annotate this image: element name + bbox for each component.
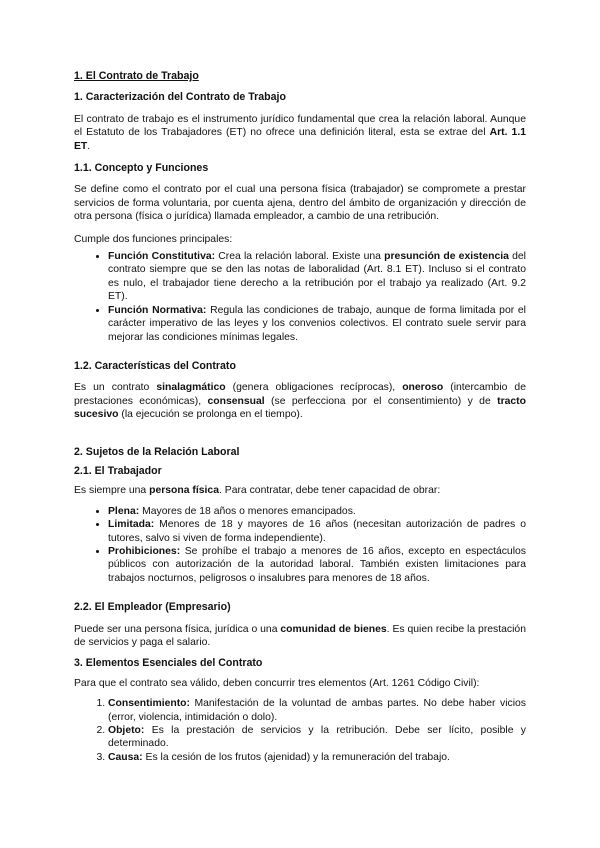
text-run: . Para contratar, debe tener capacidad de obrar: <box>218 485 441 497</box>
bold-run: Art. 1.1 ET <box>74 127 526 152</box>
text-run: del contrato siempre que se den las notas de laboralidad (Art. 8.1 ET). Incluso si el contrato es nulo, el trabajador tiene derecho a la retribución por el trabajo ya realizado (Art. 9.2 ET). <box>108 251 526 303</box>
text-run: Puede ser una persona física, jurídica o una <box>74 623 281 635</box>
text-run: Es la prestación de servicios y la retribución. Debe ser lícito, posible y determinado. <box>108 725 526 750</box>
text-run: Mayores de 18 años o menores emancipados. <box>139 505 356 517</box>
section-1-2-paragraph <box>74 381 526 421</box>
text-run: (la ejecución se prolonga en el tiempo). <box>118 409 303 421</box>
text-run: . <box>87 140 91 152</box>
list-item <box>108 250 526 304</box>
section-2-2-paragraph <box>74 623 526 650</box>
text-run: Es la cesión de los frutos (ajenidad) y la remuneración del trabajo. <box>142 751 450 763</box>
text-run: Manifestación de la voluntad de ambas partes. No debe haber vicios (error, violencia, intimidación o dolo). <box>108 698 526 723</box>
bold-run: Función Constitutiva: <box>108 251 216 263</box>
elements-list <box>74 697 526 764</box>
section-3-heading: 3. Elementos Esenciales del Contrato <box>74 657 263 670</box>
text-run: (se perfecciona por el consentimiento) y de <box>264 395 498 407</box>
text-run: . Es quien recibe la prestación de servicios y paga el salario. <box>74 623 526 648</box>
bold-run: Plena: <box>108 505 140 517</box>
bold-run: Limitada: <box>108 519 155 531</box>
text-run: Es siempre una <box>74 485 150 497</box>
capacity-list <box>74 505 526 585</box>
bold-run: Prohibiciones: <box>108 545 181 557</box>
bold-run: Causa: <box>108 751 143 763</box>
section-2-1-heading: 2.1. El Trabajador <box>74 464 162 477</box>
bold-run: oneroso <box>402 382 444 394</box>
bold-run: persona física <box>149 485 219 497</box>
list-item <box>108 724 526 751</box>
text-run: (intercambio de prestaciones económicas), <box>74 382 526 407</box>
text-run: Menores de 18 y mayores de 16 años (necesitan autorización de padres o tutores, salvo si viven de forma independiente). <box>108 519 526 544</box>
bold-run: sinalagmático <box>156 382 226 394</box>
list-item <box>108 697 526 724</box>
text-run: Es un contrato <box>74 382 157 394</box>
functions-list <box>74 250 526 344</box>
section-1-1-paragraph: Se define como el contrato por el cual una persona física (trabajador) se compromete a prestar servicios de forma voluntaria, por cuenta ajena, dentro del ámbito de organización y dirección de otra persona (física o jurídica) llamada empleador, a cambio de una retribución. <box>74 184 526 223</box>
list-item <box>108 545 526 585</box>
bold-run: consensual <box>207 395 265 407</box>
section-2-1-paragraph <box>74 484 526 497</box>
bold-run: comunidad de bienes <box>280 623 387 635</box>
section-2-2-heading: 2.2. El Empleador (Empresario) <box>74 601 231 614</box>
text-run: Crea la relación laboral. Existe una <box>215 251 385 263</box>
bold-run: Objeto: <box>108 725 145 737</box>
section-2-heading: 2. Sujetos de la Relación Laboral <box>74 445 240 458</box>
section-1-1-intro: Cumple dos funciones principales: <box>74 233 233 245</box>
section-1-heading: 1. Caracterización del Contrato de Trabajo <box>74 91 286 104</box>
section-1-1-heading: 1.1. Concepto y Funciones <box>74 162 209 175</box>
document-title: 1. El Contrato de Trabajo <box>74 70 199 82</box>
text-run: El contrato de trabajo es el instrumento jurídico fundamental que crea la relación laboral. Aunque el Estatuto de los Trabajadores (ET) no ofrece una definición literal, esta se extrae del <box>74 113 526 139</box>
bold-run: Consentimiento: <box>108 698 190 710</box>
bold-run: tracto sucesivo <box>74 395 526 421</box>
text-run: Regula las condiciones de trabajo, aunque de forma limitada por el carácter imperativo de las leyes y los convenios colectivos. El contrato suele servir para mejorar las condiciones mínimas legales. <box>108 304 526 343</box>
list-item <box>108 505 526 518</box>
section-1-2-heading: 1.2. Características del Contrato <box>74 359 236 372</box>
bold-run: Función Normativa: <box>108 304 207 316</box>
text-run: (genera obligaciones recíprocas), <box>225 382 403 394</box>
bold-run: presunción de existencia <box>384 251 509 263</box>
text-run: Se prohíbe el trabajo a menores de 16 años, excepto en espectáculos públicos con autorización de la autoridad laboral. También existen limitaciones para trabajos nocturnos, peligrosos o insalubres para menores de 18 años. <box>108 545 526 584</box>
section-1-paragraph <box>74 113 526 153</box>
list-item <box>108 304 526 344</box>
list-item <box>108 751 526 764</box>
section-3-paragraph: Para que el contrato sea válido, deben concurrir tres elementos (Art. 1261 Código Civil): <box>74 677 480 689</box>
list-item <box>108 518 526 545</box>
